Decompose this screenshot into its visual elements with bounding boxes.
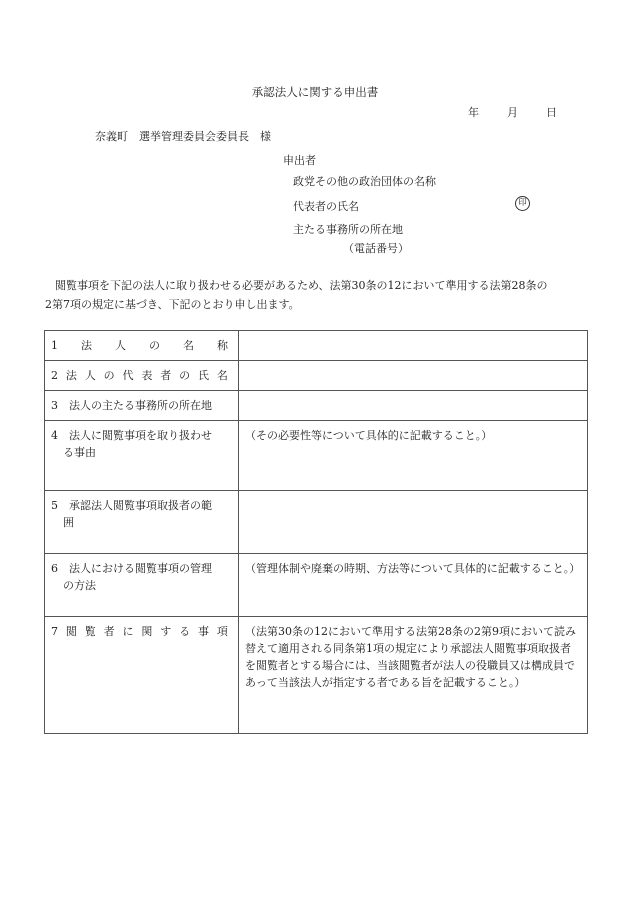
label-char: す: [160, 625, 172, 638]
label-char: 代: [122, 369, 134, 382]
label-char: る: [179, 625, 191, 638]
table-row: [45, 554, 588, 617]
row-label: [45, 391, 239, 421]
row-label-text-cont: の方法: [63, 579, 96, 592]
date-day: 日: [546, 106, 557, 119]
row-label-text: 承認法人閲覧事項取扱者の範: [69, 499, 212, 512]
label-char: 項: [216, 625, 228, 638]
body-paragraph: [45, 276, 590, 314]
row-number: 3: [51, 399, 58, 412]
row-label-text: 法人に閲覧事項を取り扱わせ: [69, 429, 212, 442]
representative-name-field[interactable]: [239, 361, 588, 391]
label-char: の: [179, 369, 191, 382]
viewer-matters-field[interactable]: [239, 617, 588, 734]
row-number: 6: [51, 562, 58, 575]
row-number: 1: [51, 339, 58, 352]
reason-field[interactable]: [239, 421, 588, 491]
recipient: 奈義町 選挙管理委員会委員長 様: [95, 130, 271, 143]
field-note: （管理体制や廃棄の時期、方法等について具体的に記載すること。）: [245, 562, 581, 575]
applicant-label: 申出者: [283, 154, 316, 167]
label-char: 氏: [198, 369, 209, 382]
corporation-name-field[interactable]: [239, 331, 588, 361]
date-line: [468, 104, 557, 120]
row-label: [45, 617, 239, 734]
row-number: 7: [51, 625, 58, 638]
table-row: [45, 421, 588, 491]
date-year: 年: [468, 106, 479, 119]
label-char: 法: [81, 339, 92, 352]
body-line-1: 閲覧事項を下記の法人に取り扱わせる必要があるため、法第30条の12において準用する法第28条の: [55, 279, 548, 292]
party-name-label: 政党その他の政治団体の名称: [293, 175, 436, 188]
table-row: [45, 331, 588, 361]
table-row: [45, 391, 588, 421]
document-title: 承認法人に関する申出書: [251, 85, 379, 99]
row-label: [45, 421, 239, 491]
row-label: [45, 491, 239, 554]
label-char: 関: [141, 625, 153, 638]
label-char: 者: [160, 369, 172, 382]
representative-label: 代表者の氏名: [293, 200, 359, 213]
label-char: に: [122, 625, 134, 638]
row-number: 5: [51, 499, 58, 512]
row-label: [45, 554, 239, 617]
table-row: [45, 491, 588, 554]
table-row: [45, 617, 588, 734]
label-char: 者: [103, 625, 115, 638]
field-note: （その必要性等について具体的に記載すること。）: [245, 429, 493, 442]
handler-scope-field[interactable]: [239, 491, 588, 554]
seal-mark: 印: [515, 196, 530, 211]
office-label: 主たる事務所の所在地: [293, 223, 403, 236]
label-char: 覧: [84, 625, 96, 638]
body-line-2: 2第7項の規定に基づき、下記のとおり申し出ます。: [45, 298, 300, 311]
label-char: 人: [84, 369, 96, 382]
management-method-field[interactable]: [239, 554, 588, 617]
row-label: [45, 331, 239, 361]
row-label: [45, 361, 239, 391]
label-char: 名: [183, 339, 194, 352]
label-char: 称: [217, 339, 228, 352]
label-char: の: [103, 369, 115, 382]
row-number: 2: [51, 369, 58, 382]
label-char: 名: [216, 369, 228, 382]
row-number: 4: [51, 429, 58, 442]
row-label-text-cont: る事由: [63, 446, 96, 459]
phone-label: （電話番号）: [343, 242, 409, 255]
row-label-text-cont: 囲: [63, 516, 74, 529]
row-label-text: 法人における閲覧事項の管理: [69, 562, 212, 575]
table-row: [45, 361, 588, 391]
field-note: （法第30条の12において準用する法第28条の2第9項において読み替えて適用される同条第1項の規定により承認法人閲覧事項取扱者を閲覧者とする場合には、当該閲覧者が法人の役職員又は構成員であって当該法人が指定する者である旨を記載すること。）: [245, 625, 576, 689]
label-char: 事: [198, 625, 209, 638]
label-char: 閲: [65, 625, 77, 638]
label-char: の: [149, 339, 160, 352]
label-char: 法: [65, 369, 77, 382]
date-month: 月: [507, 106, 518, 119]
form-table: [44, 330, 588, 734]
row-label-text: 法人の主たる事務所の所在地: [69, 399, 212, 412]
label-char: 表: [141, 369, 153, 382]
label-char: 人: [115, 339, 126, 352]
office-address-field[interactable]: [239, 391, 588, 421]
